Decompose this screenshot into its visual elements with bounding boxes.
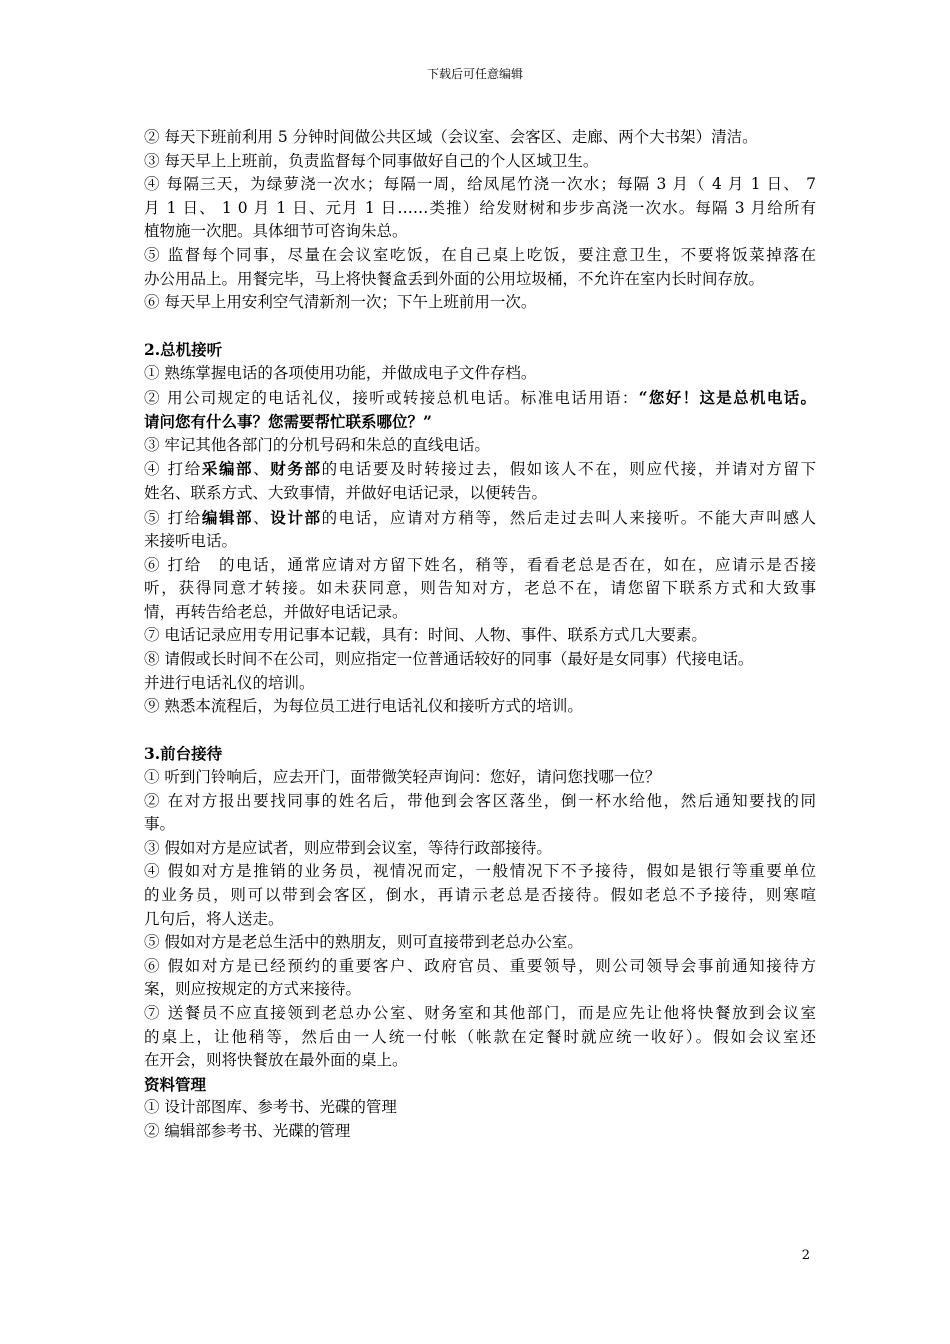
page-header: 下载后可任意编辑 [426,67,523,81]
switchboard-item-5-line-1 [144,506,816,531]
reception-item-3: ③ 假如对方是应试者，则应带到会议室，等待行政部接待。 [144,838,552,857]
switchboard-item-5-line-2: 来接听电话。 [144,532,238,551]
reception-section [144,742,816,1072]
cleaning-item-3: ③ 每天早上上班前，负责监督每个同事做好自己的个人区域卫生。 [144,151,599,170]
item-text: ④ 打给 [144,460,202,479]
switchboard-item-7: ⑦ 电话记录应用专用记事本记载，具有：时间、人物、事件、联系方式几大要素。 [144,626,707,645]
blank-line [144,315,816,339]
switchboard-item-1: ① 熟练掌握电话的各项使用功能，并做成电子文件存档。 [144,363,537,382]
switchboard-item-8-line-2: 并进行电话礼仪的培训。 [144,673,315,692]
cleaning-section [144,126,816,315]
blank-line [144,719,816,743]
reception-item-6-line-1: ⑥ 假如对方是已经预约的重要客户、政府官员、重要领导，则公司领导会事前通知接待方 [144,956,816,975]
reception-item-2-line-1: ② 在对方报出要找同事的姓名后，带他到会客区落坐，倒一杯水给他，然后通知要找的同 [144,791,816,810]
item-text: 的电话要及时转接过去，假如该人不在，则应代接，并请对方留下 [321,460,816,479]
reception-item-6-line-2: 案，则应按规定的方式来接待。 [144,980,362,999]
dept-sheji: 设计部 [270,507,322,527]
switchboard-item-4-line-1 [144,457,816,482]
switchboard-item-8-line-1: ⑧ 请假或长时间不在公司，则应指定一位普通话较好的同事（最好是女同事）代接电话。 [144,650,754,669]
section-heading-materials: 资料管理 [144,1074,207,1094]
materials-section [144,1073,816,1144]
section-heading-reception: 3.前台接待 [144,744,223,764]
materials-item-1: ① 设计部图库、参考书、光碟的管理 [144,1098,397,1117]
switchboard-item-3: ③ 牢记其他各部门的分机号码和朱总的直线电话。 [144,435,490,454]
reception-item-7-line-3: 在开会，则将快餐放在最外面的桌上。 [144,1051,408,1070]
reception-item-4-line-2: 的业务员，则可以带到会客区，倒水，再请示老总是否接待。假如老总不予接待，则寒喧 [144,886,816,904]
reception-item-4-line-3: 几句后，将人送走。 [144,909,284,928]
reception-item-7-line-1: ⑦ 送餐员不应直接领到老总办公室、财务室和其他部门，而是应先让他将快餐放到会议室 [144,1003,816,1022]
item-text: ⑤ 打给 [144,508,202,527]
separator: 、 [253,460,271,479]
cleaning-item-4-line-2: 月 1 日、 1 0 月 1 日、元月 1 日……类推）给发财树和步步高浇一次水。每隔 3 月给所有 [144,198,816,217]
separator: 、 [253,508,271,527]
reception-item-4-line-1: ④ 假如对方是推销的业务员，视情况而定，一般情况下不予接待，假如是银行等重要单位 [144,862,816,881]
reception-item-7-line-2: 的桌上，让他稍等，然后由一人统一付帐（帐款在定餐时就应统一收好）。假如会议室还 [144,1027,816,1046]
dept-caiwu: 财务部 [270,459,322,479]
page-number: 2 [801,1248,810,1263]
section-heading-switchboard: 2.总机接听 [144,340,223,360]
switchboard-item-2-text: ② 用公司规定的电话礼仪，接听或转接总机电话。标准电话用语： [144,388,639,407]
materials-item-2: ② 编辑部参考书、光碟的管理 [144,1121,351,1140]
switchboard-item-2-line-1 [144,386,816,411]
cleaning-item-4-line-3: 植物施一次肥。具体细节可咨询朱总。 [144,222,408,241]
item-text: 的电话，应请对方稍等，然后走过去叫人来接听。不能大声叫感人 [321,508,816,527]
dept-caibian: 采编部 [201,459,254,479]
switchboard-item-6-line-3: 情，再转告给老总，并做好电话记录。 [144,602,408,621]
cleaning-item-5-line-1: ⑤ 监督每个同事，尽量在会议室吃饭，在自己桌上吃饭，要注意卫生，不要将饭菜掉落在 [144,245,816,264]
standard-greeting-part-2: 请问您有什么事？您需要帮忙联系哪位？” [144,412,432,432]
reception-item-5: ⑤ 假如对方是老总生活中的熟朋友，则可直接带到老总办公室。 [144,933,583,952]
reception-item-1: ① 听到门铃响后，应去开门，面带微笑轻声询问：您好，请问您找哪一位？ [144,768,661,787]
cleaning-item-6: ⑥ 每天早上用安利空气清新剂一次；下午上班前用一次。 [144,293,537,312]
cleaning-item-5-line-2: 办公用品上。用餐完毕，马上将快餐盒丢到外面的公用垃圾桶，不允许在室内长时间存放。 [144,269,765,288]
switchboard-item-6-line-2: 听，获得同意才转接。如未获同意，则告知对方，老总不在，请您留下联系方式和大致事 [144,579,816,598]
dept-bianji: 编辑部 [201,507,254,527]
standard-greeting-part-1: “您好！这是总机电话。 [638,387,816,407]
switchboard-item-4-line-2: 姓名、联系方式、大致事情，并做好电话记录，以便转告。 [144,483,548,502]
switchboard-section [144,338,816,719]
switchboard-item-9: ⑨ 熟悉本流程后，为每位员工进行电话礼仪和接听方式的培训。 [144,697,583,716]
cleaning-item-4-line-1: ④ 每隔三天，为绿萝浇一次水；每隔一周，给凤尾竹浇一次水；每隔 3 月（ 4 月 1 日、 7 [144,175,816,194]
cleaning-item-2: ② 每天下班前利用 5 分钟时间做公共区域（会议室、会客区、走廊、两个大书架）清洁。 [144,128,758,146]
document-body [144,126,816,1144]
reception-item-2-line-2: 事。 [144,815,176,834]
switchboard-item-6-line-1: ⑥ 打给 的电话，通常应请对方留下姓名，稍等，看看老总是否在，如在，应请示是否接 [144,555,816,574]
